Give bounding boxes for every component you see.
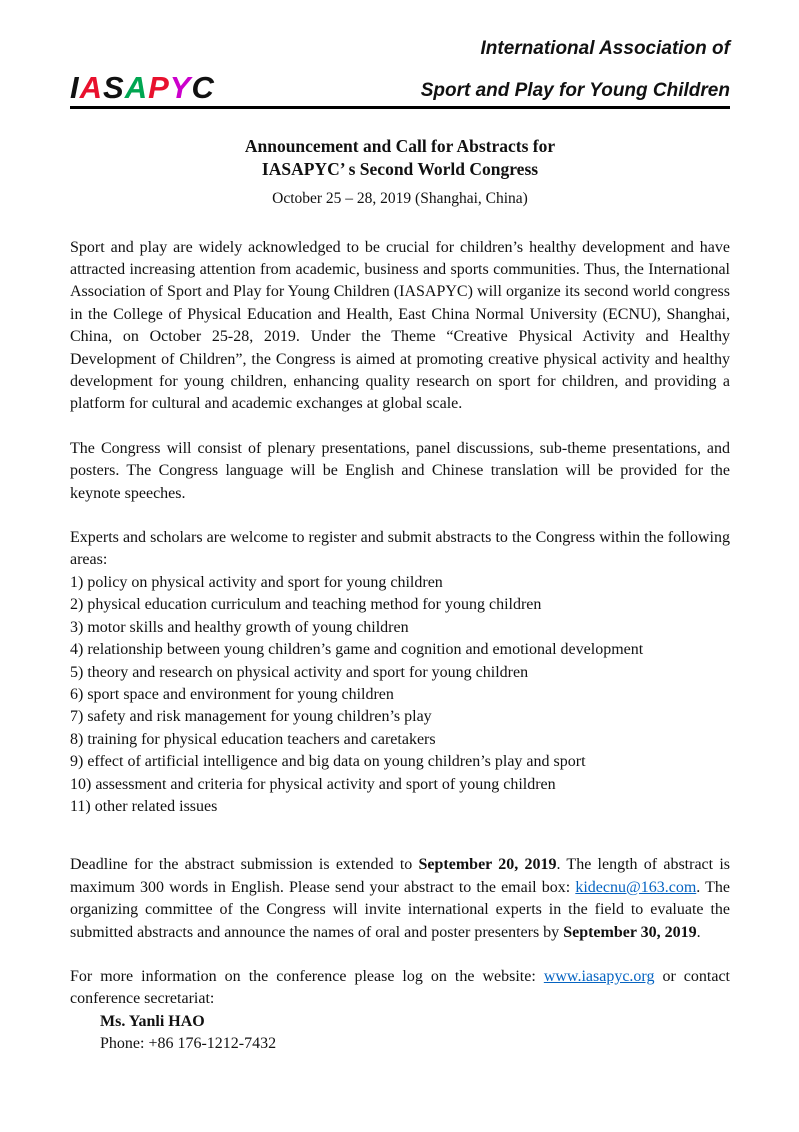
text-segment: Y: [169, 69, 192, 105]
deadline-paragraph: [70, 854, 730, 944]
more-info-paragraph: [70, 966, 730, 1011]
abstract-area-item: 7) safety and risk management for young children’s play: [70, 708, 432, 726]
text-segment: . The length of abstract is maximum 300 words in English. Please send your abstract to the email box:: [70, 856, 731, 896]
header-association-name: [421, 38, 730, 104]
abstract-area-item: 1) policy on physical activity and sport for young children: [70, 573, 443, 591]
title-block: [70, 135, 730, 208]
title-line-1: Announcement and Call for Abstracts for: [244, 135, 556, 156]
title-line-2: IASAPYC’ s Second World Congress: [261, 158, 539, 179]
abstract-area-item: 10) assessment and criteria for physical activity and sport of young children: [70, 775, 556, 793]
contact-phone: Phone: +86 176-1212-7432: [100, 1035, 277, 1053]
email-link[interactable]: kidecnu@163.com: [575, 878, 697, 896]
header-line-2: Sport and Play for Young Children: [420, 79, 730, 101]
website-link[interactable]: www.iasapyc.org: [543, 967, 655, 985]
areas-intro: Experts and scholars are welcome to register and submit abstracts to the Congress within the following areas:: [70, 529, 730, 569]
text-segment: A: [124, 69, 149, 105]
abstract-areas-block: [70, 527, 730, 818]
abstract-area-item: 8) training for physical education teachers and caretakers: [70, 730, 436, 748]
abstract-area-item: 6) sport space and environment for young children: [70, 685, 394, 703]
document-body: [70, 237, 730, 1056]
text-segment: For more information on the conference please log on the website:: [70, 967, 544, 985]
contact-name: Ms. Yanli HAO: [100, 1012, 205, 1030]
abstract-area-item: 3) motor skills and healthy growth of young children: [70, 618, 409, 636]
abstract-area-item: 11) other related issues: [70, 797, 218, 815]
text-segment: Deadline for the abstract submission is extended to: [70, 856, 419, 874]
abstract-area-item: 9) effect of artificial intelligence and big data on young children’s play and sport: [70, 753, 586, 771]
document-title: [70, 135, 730, 181]
text-segment: A: [79, 69, 104, 105]
header: [70, 38, 730, 109]
iasapyc-logo: [70, 69, 215, 105]
text-segment: September 20, 2019: [418, 856, 557, 874]
congress-format-paragraph: The Congress will consist of plenary presentations, panel discussions, sub-theme presentations, and posters. The Congress language will be English and Chinese translation will be provided for the keynote speeches.: [70, 439, 730, 502]
intro-paragraph: Sport and play are widely acknowledged to be crucial for children’s healthy development and have attracted increasing attention from academic, business and sports communities. Thus, the International Association of Sport and Play for Young Children (IASAPYC) will organize its second world congress in the College of Physical Education and Health, East China Normal University (ECNU), Shanghai, China, on October 25-28, 2019. Under the Theme “Creative Physical Activity and Healthy Development of Children”, the Congress is aimed at promoting creative physical activity and healthy development for young children, enhancing quality research on sport for children, and providing a platform for cultural and academic exchanges at global scale.: [70, 238, 730, 413]
text-segment: .: [696, 923, 701, 941]
text-segment: S: [103, 69, 125, 105]
text-segment: . The organizing committee of the Congress will invite international experts in the field to evaluate the submitted abstracts and announce the names of oral and poster presenters by: [70, 878, 730, 941]
text-segment: P: [148, 69, 170, 105]
header-line-1: International Association of: [480, 38, 730, 59]
contact-block: [70, 1011, 730, 1056]
congress-date: October 25 – 28, 2019 (Shanghai, China): [272, 189, 528, 207]
text-segment: or contact conference secretariat:: [70, 967, 731, 1008]
text-segment: I: [70, 69, 80, 105]
text-segment: C: [191, 69, 215, 105]
text-segment: September 30, 2019: [563, 923, 697, 941]
abstract-area-item: 4) relationship between young children’s game and cognition and emotional development: [70, 641, 644, 659]
abstract-area-item: 2) physical education curriculum and teaching method for young children: [70, 596, 542, 614]
abstract-area-item: 5) theory and research on physical activity and sport for young children: [70, 663, 529, 681]
abstract-areas-list: [70, 572, 730, 818]
